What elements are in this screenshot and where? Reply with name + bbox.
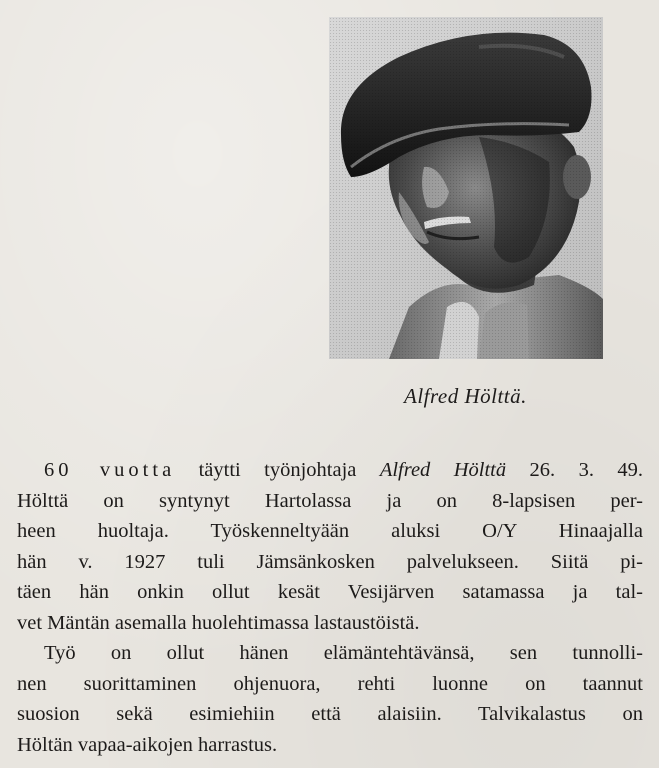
person-name: Alfred Hölttä <box>379 459 507 481</box>
paragraph-2 <box>17 638 643 760</box>
paragraph-1-line-2: Hölttä on syntynyt Hartolassa ja on 8-lapsisen per- <box>17 489 643 512</box>
birthday-date: 26. 3. 49. <box>506 459 643 481</box>
paragraph-2-line-4: Höltän vapaa-aikojen harrastus. <box>17 733 278 756</box>
paragraph-1 <box>17 455 643 638</box>
photo-caption: Alfred Hölttä. <box>404 384 527 408</box>
paragraph-1-line-1 <box>17 455 643 486</box>
announcement-text: täytti työnjohtaja <box>175 459 380 481</box>
portrait-photo <box>329 17 603 359</box>
paragraph-1-line-4: hän v. 1927 tuli Jämsänkosken palvelukseen. Siitä pi- <box>17 550 643 573</box>
paragraph-1-line-6: vet Mäntän asemalla huolehtimassa lastaustöistä. <box>17 611 420 634</box>
article-body <box>17 455 643 760</box>
paragraph-2-line-3: suosion sekä esimiehiin että alaisiin. Talvikalastus on <box>17 703 643 725</box>
paragraph-2-line-1: Työ on ollut hänen elämäntehtävänsä, sen tunnolli- <box>44 642 643 664</box>
paragraph-1-line-3: heen huoltaja. Työskenneltyään aluksi O/Y Hinaajalla <box>17 520 643 542</box>
age-announcement: 60 vuotta <box>44 459 176 481</box>
paragraph-1-line-5: täen hän onkin ollut kesät Vesijärven satamassa ja tal- <box>17 581 643 603</box>
paragraph-2-line-2: nen suorittaminen ohjenuora, rehti luonne on taannut <box>17 672 643 695</box>
